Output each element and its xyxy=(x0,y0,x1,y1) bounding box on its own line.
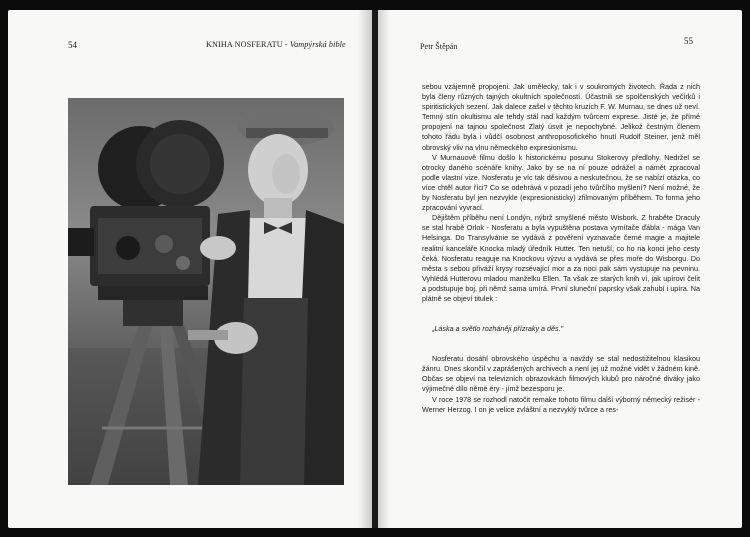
paragraph-5: V roce 1978 se rozhodl natočit remake tohoto filmu další výborný německý režisér - Werner Herzog. I on je velice zvláštní a nezvyklý tvůrce a res- xyxy=(422,394,700,414)
quote-line: „Láska a světlo rozháněji přízraky a děs." xyxy=(432,324,564,334)
film-director-photo xyxy=(68,98,344,485)
running-head-title: KNIHA NOSFERATU - xyxy=(206,40,290,49)
running-head-subtitle: Vampýrská bible xyxy=(289,40,346,49)
right-page xyxy=(378,10,742,528)
left-page xyxy=(8,10,372,528)
running-head-right: Petr Štěpán xyxy=(420,42,458,51)
paragraph-1: sebou vzájemně propojeni. Jak umělecky, tak i v soukromých životech. Řada z nich byla členy různých tajných okultních společností. Účastnili se spolčenských večírků i spiritistických sezení. Jak dalece zašel v těchto kruzích F. W. Murnau, se dnes už neví. Temný stín okultismu ale tehdy stál nad každým tvůrcem exprese. Jisté je, že přímé propojení na tajnou společnost Zlatý úsvit je nepochybné. Jelikož čestným členem tohoto řádu byla i vůdčí osobnost anthroposofického hnutí Rudolf Steiner, jenž měl obrovský vliv na vlnu německého expresionismu. xyxy=(422,82,700,152)
paragraph-2: V Murnauově filmu došlo k historickému posunu Stokerovy předlohy. Nedržel se otrocky daného scénáře knihy. Jako by se na ní pouze odrážel a námět zpracoval podle vlastní vize. Nosferatu je víc tak děsivou a neskutečnou, že se nabízí otázka, co více chtěl autor říci? Co se odehrává v pozadí jeho tvůrčího myšlení? Není možné, že by Nosferatu byl jen nezvykle (expresionisticky) zfilmovaným příběhem. To forma jeho zpracování vyvrací. xyxy=(422,152,700,213)
paragraph-4: Nosferatu dosáhl obrovského úspěchu a navždy se stal nedostižitelnou klasikou žánru. Dnes skončil v zaprášených archivech a není jej už možné vidět v žádném kině. Občas se objeví na televizních obrazovkách filmových klubů pro náročné diváky jako výjimečné dílo němé éry - jímž bezesporu je. xyxy=(422,354,700,394)
photo-illustration xyxy=(68,98,344,485)
page-number-left: 54 xyxy=(68,40,77,50)
body-text xyxy=(422,82,700,415)
paragraph-3: Dějištěm příběhu není Londýn, nýbrž smyšlené město Wisbork. Z hraběte Draculy se stal hrabě Orlok - Nosferatu a byla vypuštěna postava vymítače ďábla - mága Van Helsinga. Do Transylvánie se vydává z pověření vyznavače černé magie a majitele realitní kanceláře Knocka mladý úředník Hutter. Ten netuší, co ho na konci jeho cesty čeká. Nosferatu reaguje na Knockovu výzvu a vydává se přes moře do Wisborgu. Do města s sebou přiváží krysy rozsévající mor a za noci pak sám vystupuje na pevninu. Vyhlédá Hutterovu mladou manželku Ellen. Ta však ze starých knih ví, jak upírovi čelit a podstupuje boj, při němž sama umírá. První sluneční paprsky však zahubí i upíra. Na plátně se objeví titulek : xyxy=(422,213,700,303)
running-head-left xyxy=(206,40,346,49)
page-number-right: 55 xyxy=(684,36,693,46)
